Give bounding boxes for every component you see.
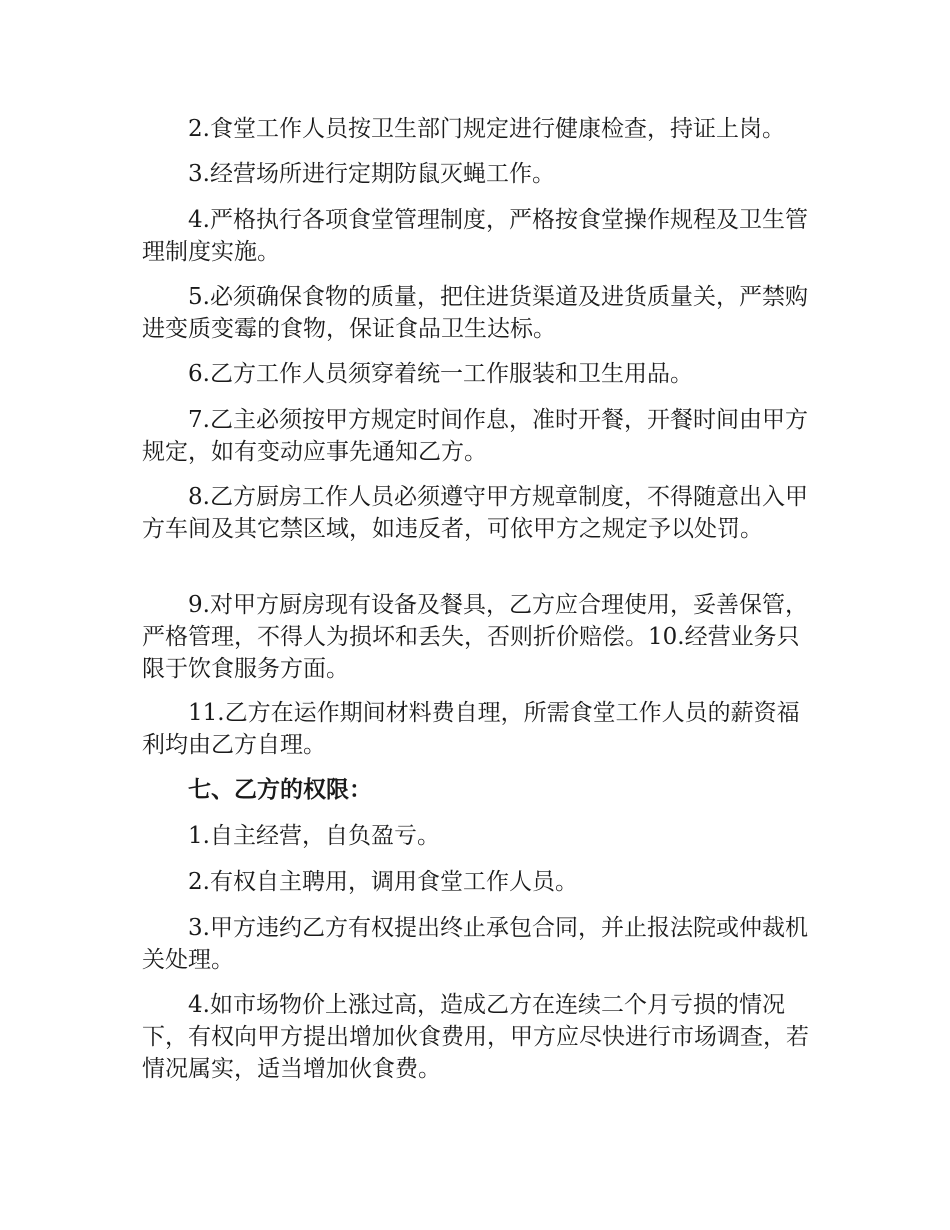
paragraph-item-9: 9.对甲方厨房现有设备及餐具，乙方应合理使用，妥善保管，严格管理，不得人为损坏和丢失，否则折价赔偿。10.经营业务只限于饮食服务方面。	[142, 592, 808, 682]
paragraph-item-11: 11.乙方在运作期间材料费自理，所需食堂工作人员的薪资福利均由乙方自理。	[142, 700, 800, 758]
paragraph-item-6: 6.乙方工作人员须穿着统一工作服装和卫生用品。	[188, 361, 693, 387]
paragraph-item-1: 1.自主经营，自负盈亏。	[188, 823, 440, 849]
section-heading: 七、乙方的权限：	[188, 776, 372, 803]
paragraph-item-4: 4.严格执行各项食堂管理制度，严格按食堂操作规程及卫生管理制度实施。	[142, 207, 808, 265]
paragraph-item-4b: 4.如市场物价上涨过高，造成乙方在连续二个月亏损的情况下，有权向甲方提出增加伙食费用，甲方应尽快进行市场调查，若情况属实，适当增加伙食费。	[142, 992, 809, 1082]
paragraph-item-3b: 3.甲方违约乙方有权提出终止承包合同，并止报法院或仲裁机关处理。	[142, 915, 808, 973]
paragraph-item-3: 3.经营场所进行定期防鼠灭蝇工作。	[188, 161, 555, 187]
paragraph-item-8: 8.乙方厨房工作人员必须遵守甲方规章制度，不得随意出入甲方车间及其它禁区域，如违反者，可依甲方之规定予以处罚。	[142, 484, 808, 542]
paragraph-item-5: 5.必须确保食物的质量，把住进货渠道及进货质量关，严禁购进变质变霉的食物，保证食品卫生达标。	[142, 284, 808, 342]
paragraph-item-2b: 2.有权自主聘用，调用食堂工作人员。	[188, 869, 578, 895]
paragraph-item-7: 7.乙主必须按甲方规定时间作息，准时开餐，开餐时间由甲方规定，如有变动应事先通知乙方。	[142, 407, 808, 465]
paragraph-item-2: 2.食堂工作人员按卫生部门规定进行健康检查，持证上岗。	[188, 116, 785, 142]
